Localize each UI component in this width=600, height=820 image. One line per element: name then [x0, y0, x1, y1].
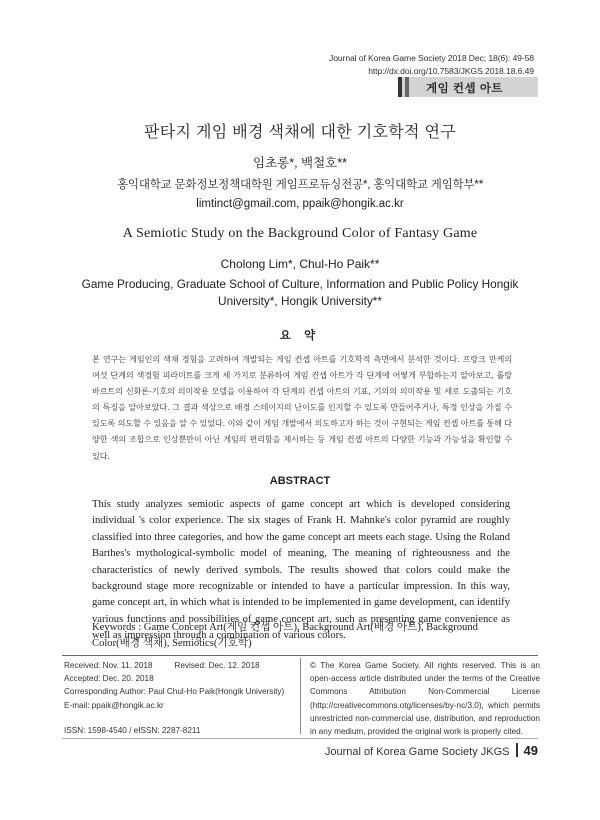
abstract-english: This study analyzes semiotic aspects of game concept art which is developed considering individual 's color experience. The six stages of Frank H. Mahnke's color pyramid are roughly classified into three categories, and how the game concept art meets each stage. Using the Roland Barthes's mythological-symbolic model of meaning, The meaning of righteousness and the characteristics of newly derived symbols. The results showed that colors could make the background stage more recognizable or intended to have a particular impression. In this way, game concept art, in which what is intended to be implemented in game development, can identify various functions and possibilities of game concept art, such as presenting game convenience as well as impression through a combination of various colors. [92, 499, 510, 642]
affiliation-english: Game Producing, Graduate School of Culture, Information and Public Policy Hongik University*, Hongik University** [81, 277, 519, 308]
authors-korean: 임초롱*, 백철호** [253, 156, 347, 170]
tag-bar-decoration [398, 77, 402, 97]
journal-doi-line: http://dx.doi.org/10.7583/JKGS.2018.18.6.49 [368, 65, 534, 76]
footer-journal-name: Journal of Korea Game Society JKGS [324, 746, 510, 758]
corresponding-email: E-mail: ppaik@hongik.ac.kr [64, 700, 164, 710]
journal-citation-line: Journal of Korea Game Society 2018 Dec; 18(6): 49-58 [329, 53, 534, 63]
footnote-column-divider [300, 658, 301, 734]
affiliation-korean: 홍익대학교 문화정보정책대학원 게임프로듀싱전공*, 홍익대학교 게임학부** [117, 179, 483, 191]
issn: ISSN: 1598-4540 / eISSN: 2287-8211 [64, 725, 201, 735]
footnote-divider [62, 655, 538, 656]
abstract-korean-heading: 요 약 [279, 330, 321, 342]
accepted-date: Accepted: Dec. 20. 2018 [64, 674, 154, 684]
tag-bar-decoration [405, 77, 409, 97]
keywords-label: Keywords [92, 622, 136, 633]
revised-date: Revised: Dec. 12. 2018 [174, 661, 260, 670]
copyright-notice: © The Korea Game Society. All rights reserved. This is an open-access article distributed under the terms of the Creative Commons Attribution Non-Commercial License (http://creativecommons.otg/licenses/by-nc/3.0), which permits unrestricted non-commercial use, distribution, and reproduction in any medium, provided the original work is properly cited. [310, 661, 540, 737]
keywords-list: : Game Concept Art(게임 컨셉 아트), Background Art(배경 아트), Background Color(배경 색채), Semiotics(기호학) [92, 622, 478, 650]
page-number: 49 [523, 743, 538, 758]
abstract-english-heading: ABSTRACT [269, 475, 331, 487]
abstract-korean: 본 연구는 게임인의 색채 경험을 고려하여 개발되는 게임 컨셉 아트를 기호학적 측면에서 분석한 것이다. 프랑크 만케의 여섯 단계의 색경험 피라미트를 크게 세 가지로 분류하여 게임 컨셉 아트가 각 단계에 어떻게 부합하는지 알아보고, 롤랑 바르트의 신화론-기호의 의미작용 모델을 이용하여 각 단계의 컨셉 아트의 기표, 기의의 의미작용 및 새로 도출되는 기호의 특징을 알아보았다. 그 결과 색상으로 배경 스테이지의 난이도를 인지할 수 있도록 만들어주거나, 특정 인상을 가질 수 있도록 의도할 수 있음을 알 수 있었다. 이와 같이 게임 개발에서 의도하고자 하는 것이 구현되는 게임 컨셉 아트를 통해 다양한 색의 조합으로 인상뿐만이 아닌 게임의 편리함을 제시하는 등 게임 컨셉 아트의 다양한 기능과 가능성을 확인할 수 있다. [92, 354, 512, 461]
section-tag-label: 게임 컨셉 아트 [426, 83, 504, 95]
paper-title-english: A Semiotic Study on the Background Color of Fantasy Game [122, 226, 478, 241]
received-date: Received: Nov. 11. 2018 [64, 661, 153, 670]
journal-citation [329, 52, 534, 77]
footer-separator [516, 743, 518, 757]
author-emails: limtinct@gmail.com, ppaik@hongik.ac.kr [196, 198, 404, 210]
article-history [64, 659, 294, 737]
page-footer [325, 743, 538, 758]
corresponding-author: Corresponding Author: Paul Chul-Ho Paik(Hongik University) [64, 687, 285, 697]
page-footer-rule [62, 738, 538, 739]
keywords [92, 620, 512, 652]
section-tag [398, 77, 538, 97]
authors-english: Cholong Lim*, Chul-Ho Paik** [220, 257, 380, 271]
paper-title-korean: 판타지 게임 배경 색채에 대한 기호학적 연구 [143, 124, 457, 141]
